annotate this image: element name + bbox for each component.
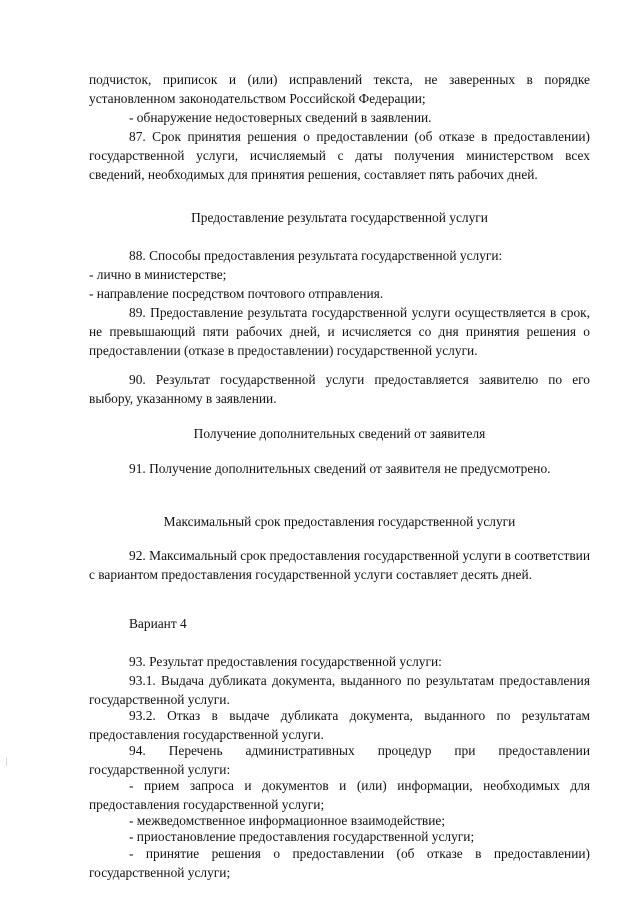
paragraph-90: 90. Результат государственной услуги предоставляется заявителю по его выбору, указанному в заявлении. xyxy=(89,372,590,406)
section-heading-max-term: Максимальный срок предоставления государственной услуги xyxy=(163,514,516,529)
list-item-by-mail: - направление посредством почтового отправления. xyxy=(89,286,384,301)
scan-artifact xyxy=(6,758,7,766)
list-item-receive-request: - прием запроса и документов и (или) информации, необходимых для предоставления государственной услуги; xyxy=(89,778,590,812)
section-heading-additional-info: Получение дополнительных сведений от заявителя xyxy=(193,426,486,441)
list-item-unreliable-info: - обнаружение недостоверных сведений в заявлении. xyxy=(129,110,432,125)
variant-heading: Вариант 4 xyxy=(129,616,187,631)
list-item-suspension: - приостановление предоставления государственной услуги; xyxy=(129,829,475,844)
paragraph-88: 88. Способы предоставления результата государственной услуги: xyxy=(129,248,503,263)
list-item-decision: - принятие решения о предоставлении (об отказе в предоставлении) государственной услуги; xyxy=(89,846,590,880)
paragraph-87: 87. Срок принятия решения о предоставлении (об отказе в предоставлении) государственной услуги, исчисляемый с даты получения министерством всех сведений, необходимых для принятия решения, составляет пять рабочих дней. xyxy=(89,129,590,182)
paragraph-continuation: подчисток, приписок и (или) исправлений текста, не заверенных в порядке установленном законодательством Российской Федерации; xyxy=(89,72,590,106)
paragraph-93-1: 93.1. Выдача дубликата документа, выданного по результатам предоставления государственной услуги. xyxy=(89,673,590,707)
list-item-in-person: - лично в министерстве; xyxy=(89,267,227,282)
list-item-interagency: - межведомственное информационное взаимодействие; xyxy=(129,813,446,828)
paragraph-89: 89. Предоставление результата государственной услуги осуществляется в срок, не превышающий пяти рабочих дней, и исчисляется со дня принятия решения о предоставлении (отказе в предоставлении) государственной услуги. xyxy=(89,305,590,358)
paragraph-91: 91. Получение дополнительных сведений от заявителя не предусмотрено. xyxy=(129,461,551,476)
section-heading-result: Предоставление результата государственной услуги xyxy=(191,210,488,225)
paragraph-94: 94. Перечень административных процедур при предоставлении государственной услуги: xyxy=(89,743,590,777)
paragraph-92: 92. Максимальный срок предоставления государственной услуги в соответствии с вариантом предоставления государственной услуги составляет десять дней. xyxy=(89,548,590,582)
paragraph-93: 93. Результат предоставления государственной услуги: xyxy=(129,654,442,669)
paragraph-93-2: 93.2. Отказ в выдаче дубликата документа, выданного по результатам предоставления государственной услуги. xyxy=(89,708,590,742)
